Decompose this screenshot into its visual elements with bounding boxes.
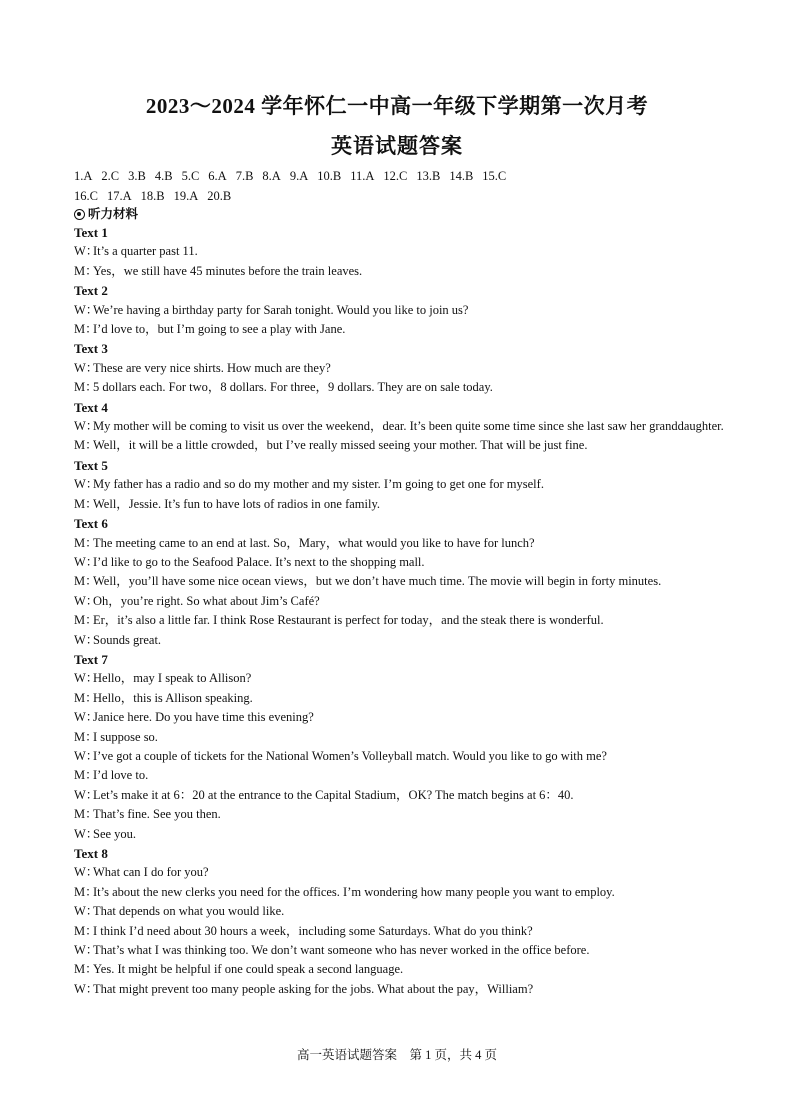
dialogue-line <box>74 359 724 378</box>
speaker-label: W： <box>74 302 99 317</box>
speaker-label: M： <box>74 768 98 783</box>
answer-item: 14.B <box>449 169 474 183</box>
dialogue-line <box>74 902 724 921</box>
dialogue-line <box>74 669 724 688</box>
answer-item: 20.B <box>207 189 232 203</box>
dialogue-text: Well，it will be a little crowded，but I’ve really missed seeing your mother. That will be just fine. <box>93 438 588 453</box>
dialogue-text: What can I do for you? <box>93 865 209 880</box>
dialogue-text: Yes，we still have 45 minutes before the train leaves. <box>93 263 363 278</box>
answer-item: 8.A <box>262 169 281 183</box>
dialogue-text: It’s a quarter past 11. <box>93 244 198 259</box>
answer-item: 19.A <box>173 189 199 203</box>
dialogue-line <box>74 922 724 941</box>
speaker-label: M： <box>74 322 98 337</box>
speaker-label: W： <box>74 826 99 841</box>
dialogue-text: That depends on what you would like. <box>93 904 285 919</box>
dialogue-text: It’s about the new clerks you need for the offices. I’m wondering how many people you want to employ. <box>93 884 615 899</box>
text-heading: Text 3 <box>74 341 108 357</box>
speaker-label: W： <box>74 943 99 958</box>
answer-item: 2.C <box>101 169 120 183</box>
dialogue-line <box>74 378 724 397</box>
dialogue-line <box>74 242 724 261</box>
page-subtitle: 英语试题答案 <box>331 134 463 158</box>
dialogue-line <box>74 825 724 844</box>
dialogue-text: Well，you’ll have some nice ocean views，but we don’t have much time. The movie will begin in forty minutes. <box>93 574 662 589</box>
dialogue-line <box>74 980 724 999</box>
speaker-label: M： <box>74 535 98 550</box>
dialogue-text: I’d love to. <box>93 768 149 783</box>
dialogue-line <box>74 495 724 514</box>
speaker-label: M： <box>74 438 98 453</box>
speaker-label: W： <box>74 865 99 880</box>
answer-item: 10.B <box>317 169 342 183</box>
answer-key <box>74 166 734 206</box>
speaker-label: W： <box>74 419 99 434</box>
answer-row-2 <box>74 186 734 206</box>
answer-item: 17.A <box>106 189 132 203</box>
dialogue-line <box>74 301 724 320</box>
answer-item: 15.C <box>482 169 507 183</box>
dialogue-text: Hello，this is Allison speaking. <box>93 690 253 705</box>
dialogue-line <box>74 960 724 979</box>
dialogue-line <box>74 592 724 611</box>
speaker-label: W： <box>74 710 99 725</box>
speaker-label: W： <box>74 244 99 259</box>
answer-item: 3.B <box>128 169 146 183</box>
speaker-label: M： <box>74 690 98 705</box>
dialogue-line <box>74 747 724 766</box>
dialogue-line <box>74 611 724 630</box>
section-title: 听力材料 <box>88 206 139 221</box>
dialogue-line <box>74 553 724 572</box>
section-heading <box>74 204 138 222</box>
dialogue-line <box>74 436 724 455</box>
dialogue-text: Yes. It might be helpful if one could speak a second language. <box>93 962 404 977</box>
dialogue-text: Janice here. Do you have time this evening? <box>93 710 314 725</box>
dialogue-line <box>74 534 724 553</box>
answer-item: 13.B <box>416 169 441 183</box>
dialogue-line <box>74 728 724 747</box>
answer-item: 1.A <box>74 169 93 183</box>
dialogue-text: My mother will be coming to visit us over the weekend，dear. It’s been quite some time since she last saw her granddaughter. <box>93 419 724 434</box>
dialogue-text: Let’s make it at 6：20 at the entrance to the Capital Stadium，OK? The match begins at 6：40. <box>93 787 574 802</box>
speaker-label: M： <box>74 613 98 628</box>
dialogue-text: That’s what I was thinking too. We don’t want someone who has never worked in the office before. <box>93 943 590 958</box>
speaker-label: W： <box>74 477 99 492</box>
speaker-label: W： <box>74 787 99 802</box>
dialogue-text: Oh，you’re right. So what about Jim’s Café? <box>93 593 320 608</box>
answer-item: 12.C <box>383 169 408 183</box>
answer-item: 6.A <box>208 169 227 183</box>
speaker-label: W： <box>74 748 99 763</box>
answer-item: 16.C <box>74 189 98 203</box>
speaker-label: W： <box>74 360 99 375</box>
speaker-label: M： <box>74 574 98 589</box>
dialogue-text: I’d love to，but I’m going to see a play with Jane. <box>93 322 346 337</box>
speaker-label: W： <box>74 593 99 608</box>
dialogue-text: Well，Jessie. It’s fun to have lots of radios in one family. <box>93 496 381 511</box>
text-heading: Text 7 <box>74 651 108 667</box>
dialogue-text: That might prevent too many people asking for the jobs. What about the pay，William? <box>93 981 534 996</box>
speaker-label: M： <box>74 496 98 511</box>
dialogue-text: We’re having a birthday party for Sarah tonight. Would you like to join us? <box>93 302 469 317</box>
speaker-label: W： <box>74 632 99 647</box>
text-heading: Text 5 <box>74 457 108 473</box>
text-heading: Text 6 <box>74 516 108 532</box>
speaker-label: W： <box>74 671 99 686</box>
speaker-label: M： <box>74 807 98 822</box>
text-heading: Text 8 <box>74 846 108 861</box>
dialogue-line <box>74 941 724 960</box>
answer-item: 11.A <box>350 169 375 183</box>
answer-item: 9.A <box>289 169 309 183</box>
speaker-label: M： <box>74 923 98 938</box>
dialogue-text: I’ve got a couple of tickets for the National Women’s Volleyball match. Would you like to go with me? <box>93 748 607 763</box>
dialogue-line <box>74 320 724 339</box>
speaker-label: W： <box>74 981 99 996</box>
dialogue-line <box>74 689 724 708</box>
page-title: 2023～2024 学年怀仁一中高一年级下学期第一次月考 <box>145 94 649 118</box>
text-heading: Text 1 <box>74 225 108 240</box>
dialogue-line <box>74 863 724 882</box>
dialogue-line <box>74 417 724 436</box>
dialogue-text: My father has a radio and so do my mother and my sister. I’m going to get one for myself. <box>93 477 544 492</box>
listening-transcript <box>74 223 724 999</box>
answer-item: 5.C <box>181 169 200 183</box>
dialogue-line <box>74 883 724 902</box>
page-footer: 高一英语试题答案 第 1 页，共 4 页 <box>296 1048 497 1062</box>
dialogue-line <box>74 475 724 494</box>
dialogue-line <box>74 786 724 805</box>
circle-bullet-icon <box>74 209 85 220</box>
answer-item: 7.B <box>235 169 254 183</box>
dialogue-text: 5 dollars each. For two，8 dollars. For three，9 dollars. They are on sale today. <box>93 380 493 395</box>
dialogue-text: I suppose so. <box>93 729 158 744</box>
text-heading: Text 2 <box>74 283 108 299</box>
answer-row-1 <box>74 166 734 186</box>
speaker-label: M： <box>74 884 98 899</box>
speaker-label: M： <box>74 962 98 977</box>
dialogue-line <box>74 572 724 591</box>
dialogue-line <box>74 708 724 727</box>
dialogue-text: That’s fine. See you then. <box>93 807 221 822</box>
dialogue-text: See you. <box>93 826 137 841</box>
dialogue-text: I’d like to go to the Seafood Palace. It’s next to the shopping mall. <box>93 554 425 569</box>
text-heading: Text 4 <box>74 399 108 415</box>
answer-item: 18.B <box>140 189 165 203</box>
speaker-label: M： <box>74 729 98 744</box>
dialogue-text: I think I’d need about 30 hours a week，including some Saturdays. What do you think? <box>93 923 533 938</box>
dialogue-line <box>74 766 724 785</box>
speaker-label: W： <box>74 554 99 569</box>
dialogue-text: These are very nice shirts. How much are they? <box>93 360 331 375</box>
dialogue-text: Er，it’s also a little far. I think Rose Restaurant is perfect for today，and the steak there is wonderful. <box>93 613 604 628</box>
dialogue-text: Sounds great. <box>93 632 162 647</box>
dialogue-text: The meeting came to an end at last. So，Mary，what would you like to have for lunch? <box>93 535 535 550</box>
speaker-label: M： <box>74 380 98 395</box>
speaker-label: W： <box>74 904 99 919</box>
dialogue-line <box>74 805 724 824</box>
dialogue-line <box>74 631 724 650</box>
dialogue-line <box>74 262 724 281</box>
speaker-label: M： <box>74 263 98 278</box>
dialogue-text: Hello，may I speak to Allison? <box>93 671 252 686</box>
answer-item: 4.B <box>154 169 173 183</box>
